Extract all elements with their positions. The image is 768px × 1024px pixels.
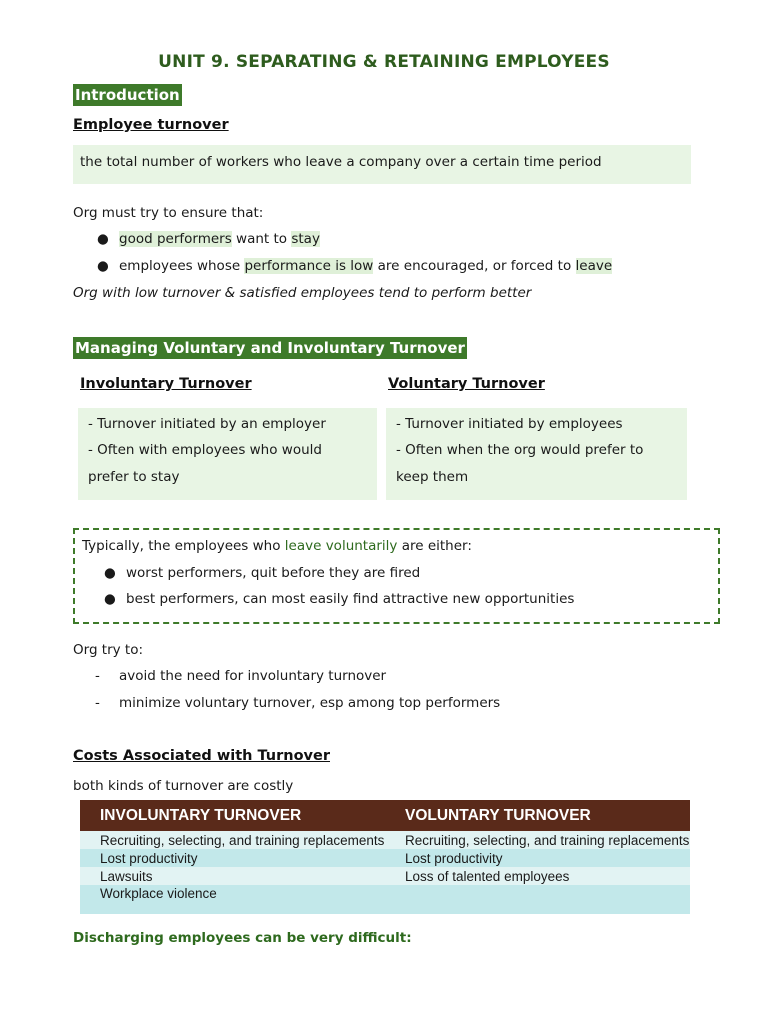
involuntary-line: - Turnover initiated by an employer	[88, 416, 326, 432]
table-row	[80, 885, 690, 914]
list-item	[73, 690, 500, 716]
list-item-text: best performers, can most easily find attractive new opportunities	[126, 591, 575, 607]
plain-text: are either:	[397, 538, 472, 554]
table-cell: Lawsuits	[100, 868, 153, 884]
turnover-costs-table	[80, 800, 690, 914]
highlight-text: performance is low	[244, 258, 374, 274]
plain-text: want to	[231, 231, 292, 247]
involuntary-line: prefer to stay	[88, 469, 180, 485]
voluntary-line: keep them	[396, 469, 469, 485]
table-cell: Workplace violence	[100, 886, 217, 901]
callout-lead	[82, 533, 472, 559]
definition-text: the total number of workers who leave a company over a certain time period	[80, 154, 602, 170]
section-heading-managing: Managing Voluntary and Involuntary Turnover	[75, 339, 465, 357]
table-header-cell: INVOLUNTARY TURNOVER	[100, 806, 302, 824]
involuntary-heading: Involuntary Turnover	[80, 376, 252, 392]
definition-box	[73, 145, 691, 184]
highlight-text: stay	[291, 231, 320, 247]
bullet-icon: ●	[97, 258, 109, 274]
page-title: UNIT 9. SEPARATING & RETAINING EMPLOYEES	[158, 52, 610, 72]
table-row	[80, 849, 690, 867]
list-item	[73, 253, 612, 279]
list-item	[82, 586, 574, 612]
section-heading-introduction: Introduction	[75, 86, 180, 104]
costs-lead-text: both kinds of turnover are costly	[73, 778, 294, 794]
green-text: leave voluntarily	[284, 538, 398, 554]
involuntary-box	[78, 408, 377, 500]
list-item	[73, 663, 386, 689]
list-item-text: minimize voluntary turnover, esp among top performers	[119, 695, 501, 711]
plain-text: employees whose	[119, 258, 245, 274]
try-lead-text: Org try to:	[73, 642, 144, 658]
table-cell: Recruiting, selecting, and training replacements	[405, 832, 690, 848]
plain-text: are encouraged, or forced to	[373, 258, 576, 274]
voluntary-line: - Turnover initiated by employees	[396, 416, 623, 432]
table-cell: Lost productivity	[100, 850, 198, 866]
bullet-icon: ●	[97, 231, 109, 247]
bullet-icon: ●	[104, 591, 116, 607]
list-item	[73, 226, 320, 252]
ensure-lead-text: Org must try to ensure that:	[73, 205, 264, 221]
voluntary-heading: Voluntary Turnover	[388, 376, 545, 392]
dash-icon: -	[95, 695, 100, 711]
list-item-text: worst performers, quit before they are fired	[126, 565, 421, 581]
table-header-cell: VOLUNTARY TURNOVER	[405, 806, 591, 824]
callout-box	[73, 528, 720, 624]
voluntary-box	[386, 408, 687, 500]
dash-icon: -	[95, 668, 100, 684]
discharging-heading: Discharging employees can be very difficult:	[73, 930, 412, 946]
highlight-text: leave	[575, 258, 613, 274]
table-header	[80, 800, 690, 831]
table-cell: Recruiting, selecting, and training replacements	[100, 832, 385, 848]
table-cell: Loss of talented employees	[405, 868, 570, 884]
list-item-text: avoid the need for involuntary turnover	[119, 668, 387, 684]
list-item	[82, 560, 420, 586]
bullet-icon: ●	[104, 565, 116, 581]
voluntary-line: - Often when the org would prefer to	[396, 442, 644, 458]
involuntary-line: - Often with employees who would	[88, 442, 322, 458]
costs-heading: Costs Associated with Turnover	[73, 748, 330, 764]
term-employee-turnover: Employee turnover	[73, 117, 229, 133]
plain-text: Typically, the employees who	[82, 538, 285, 554]
highlight-text: good performers	[119, 231, 232, 247]
table-row	[80, 831, 690, 849]
italic-note: Org with low turnover & satisfied employees tend to perform better	[73, 285, 532, 301]
table-row	[80, 867, 690, 885]
table-cell: Lost productivity	[405, 850, 503, 866]
